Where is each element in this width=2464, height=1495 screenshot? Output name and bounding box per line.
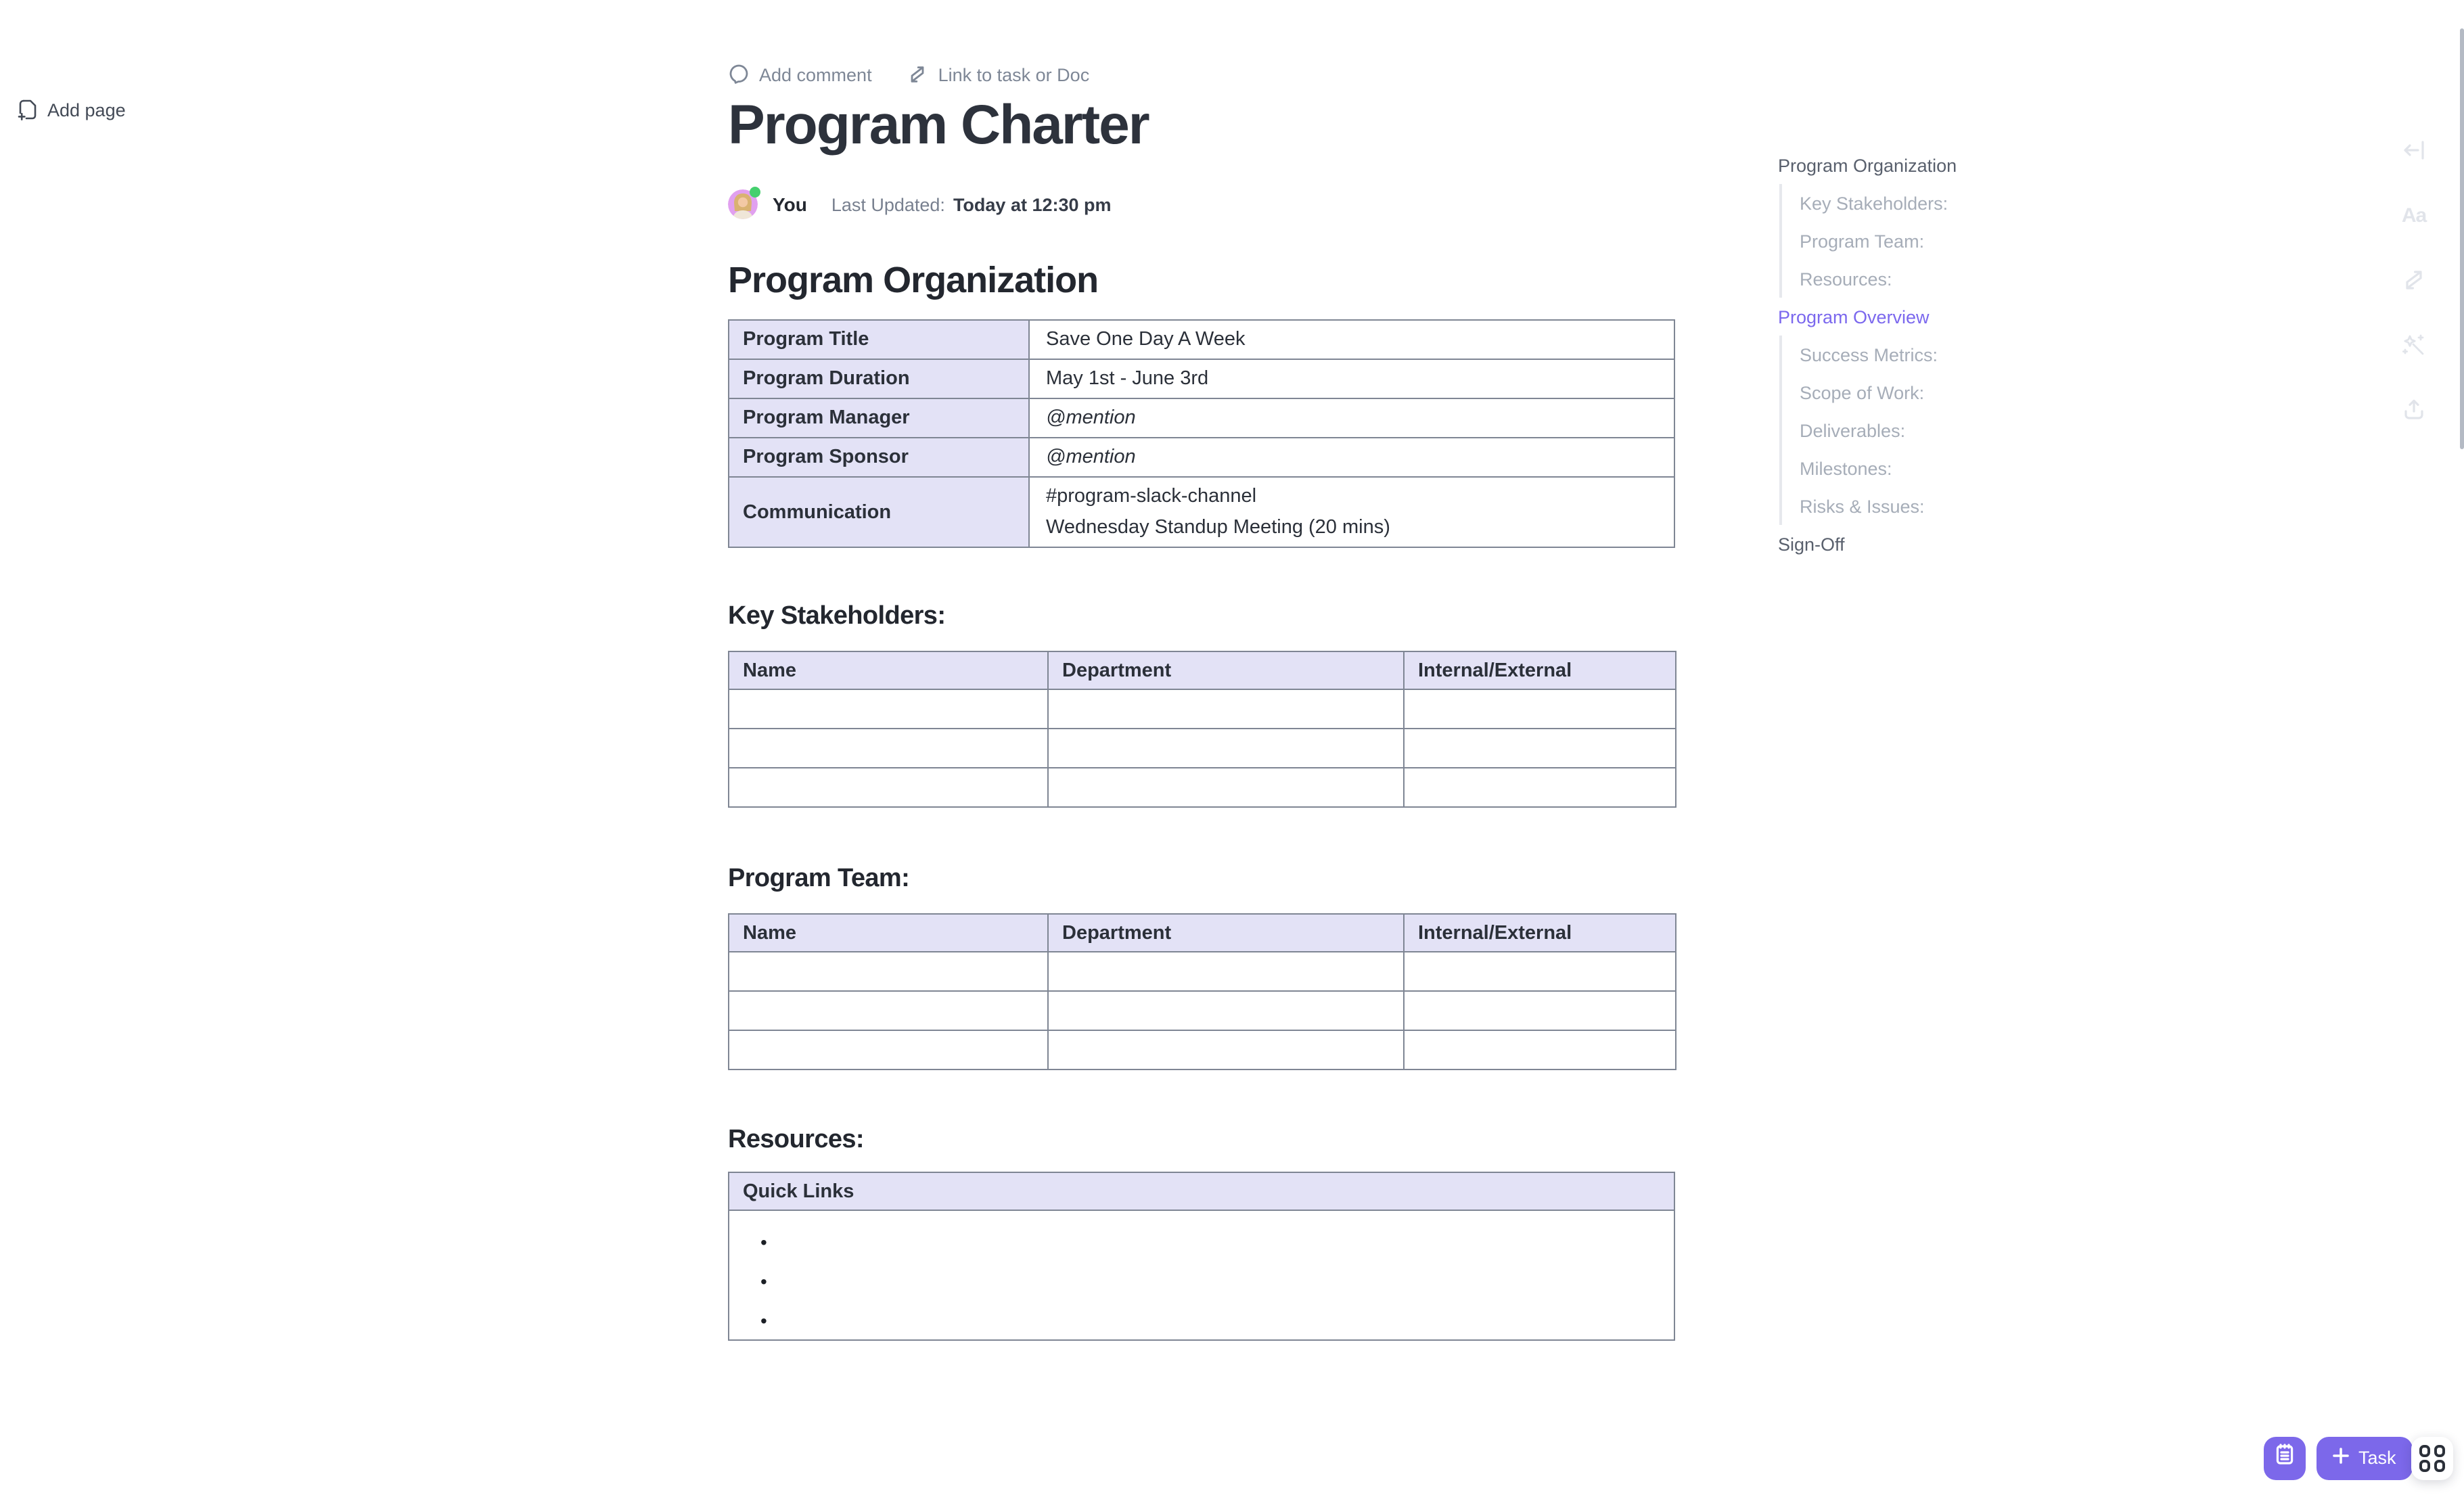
apps-grid-button[interactable] — [2411, 1437, 2453, 1479]
table-row — [729, 991, 1676, 1030]
bullet-marker: • — [760, 1309, 767, 1331]
mention-cell[interactable]: @mention — [1029, 398, 1674, 438]
table-row — [729, 952, 1676, 991]
toc-subgroup — [1779, 336, 2103, 525]
table-header-row — [729, 651, 1676, 689]
column-header[interactable]: Department — [1048, 651, 1404, 689]
right-tool-rail — [2398, 135, 2430, 425]
doc-toolbar — [728, 64, 1089, 85]
empty-cell[interactable] — [729, 689, 1048, 729]
row-value-cell[interactable]: Save One Day A Week — [1029, 320, 1674, 359]
empty-cell[interactable] — [1048, 768, 1404, 807]
online-status-dot — [750, 187, 760, 198]
mention-cell[interactable]: @mention — [1029, 438, 1674, 477]
empty-cell[interactable] — [1404, 1030, 1676, 1070]
empty-cell[interactable] — [729, 952, 1048, 991]
table-row — [729, 1210, 1674, 1340]
table-of-contents — [1778, 146, 2103, 563]
vertical-scrollbar[interactable] — [2459, 28, 2464, 449]
table-row — [729, 689, 1676, 729]
heading-program-team: Program Team: — [728, 865, 910, 893]
table-header-row — [729, 914, 1676, 952]
column-header[interactable]: Name — [729, 651, 1048, 689]
table-row — [729, 438, 1674, 477]
heading-program-organization: Program Organization — [728, 260, 1099, 300]
empty-cell[interactable] — [729, 991, 1048, 1030]
bullet-marker: • — [760, 1230, 767, 1252]
table-header-row — [729, 1172, 1674, 1210]
plus-icon — [2333, 1448, 2349, 1469]
heading-resources: Resources: — [728, 1126, 864, 1154]
key-stakeholders-table — [728, 651, 1676, 808]
toc-item-key-stakeholders[interactable]: Key Stakeholders: — [1800, 193, 1948, 213]
heading-key-stakeholders: Key Stakeholders: — [728, 602, 946, 630]
list-item[interactable] — [729, 1222, 1674, 1261]
quick-links-cell[interactable] — [729, 1210, 1674, 1340]
toc-item-program-overview[interactable]: Program Overview — [1778, 306, 1930, 327]
empty-cell[interactable] — [1404, 952, 1676, 991]
comment-bubble-icon — [728, 64, 750, 85]
toc-item-risks-issues[interactable]: Risks & Issues: — [1800, 496, 1925, 516]
empty-cell[interactable] — [1048, 952, 1404, 991]
toc-subgroup — [1779, 184, 2103, 298]
row-value-cell[interactable]: May 1st - June 3rd — [1029, 359, 1674, 398]
row-label-cell[interactable]: Communication — [729, 477, 1029, 547]
ai-wand-icon[interactable] — [2399, 330, 2429, 360]
toc-item-program-team[interactable]: Program Team: — [1800, 231, 1925, 251]
toc-item-success-metrics[interactable]: Success Metrics: — [1800, 344, 1938, 365]
table-row — [729, 320, 1674, 359]
table-row — [729, 1030, 1676, 1070]
share-icon[interactable] — [2399, 395, 2429, 425]
link-to-task-label: Link to task or Doc — [938, 64, 1090, 85]
communication-line-2: Wednesday Standup Meeting (20 mins) — [1046, 516, 1390, 538]
link-to-task-icon[interactable] — [2399, 265, 2429, 295]
apps-grid-icon — [2419, 1445, 2446, 1471]
communication-line-1: #program-slack-channel — [1046, 485, 1257, 507]
add-task-label: Task — [2358, 1448, 2396, 1469]
table-row — [729, 729, 1676, 768]
table-row — [729, 398, 1674, 438]
avatar[interactable] — [728, 189, 758, 219]
toc-item-sign-off[interactable]: Sign-Off — [1778, 534, 1845, 554]
add-comment-label: Add comment — [759, 64, 872, 85]
author-row — [728, 189, 1112, 219]
toc-item-program-organization[interactable]: Program Organization — [1778, 155, 1957, 175]
empty-cell[interactable] — [1404, 729, 1676, 768]
link-arrows-icon — [907, 64, 929, 85]
toc-item-milestones[interactable]: Milestones: — [1800, 458, 1892, 478]
column-header[interactable]: Internal/External — [1404, 914, 1676, 952]
empty-cell[interactable] — [1404, 991, 1676, 1030]
typography-settings-icon[interactable]: Aa — [2401, 204, 2427, 227]
row-label-cell[interactable]: Program Manager — [729, 398, 1029, 438]
row-label-cell[interactable]: Program Duration — [729, 359, 1029, 398]
empty-cell[interactable] — [1048, 689, 1404, 729]
table-row — [729, 768, 1676, 807]
add-task-button[interactable] — [2317, 1437, 2413, 1479]
bullet-marker: • — [760, 1270, 767, 1291]
empty-cell[interactable] — [1404, 768, 1676, 807]
doc-title[interactable]: Program Charter — [728, 93, 1149, 156]
author-name: You — [773, 193, 807, 215]
add-page-label: Add page — [47, 99, 126, 120]
table-row — [729, 477, 1674, 547]
row-value-cell[interactable] — [1029, 477, 1674, 547]
column-header[interactable]: Name — [729, 914, 1048, 952]
quick-links-header[interactable]: Quick Links — [729, 1172, 1674, 1210]
program-organization-table — [728, 319, 1675, 548]
column-header[interactable]: Department — [1048, 914, 1404, 952]
list-item[interactable] — [729, 1300, 1674, 1339]
row-label-cell[interactable]: Program Sponsor — [729, 438, 1029, 477]
add-page-button[interactable] — [18, 99, 126, 120]
empty-cell[interactable] — [729, 768, 1048, 807]
list-item[interactable] — [729, 1261, 1674, 1300]
last-updated-value: Today at 12:30 pm — [953, 194, 1112, 214]
last-updated-label: Last Updated: — [831, 194, 945, 214]
notepad-icon — [2273, 1443, 2296, 1474]
add-comment-button[interactable] — [728, 64, 872, 85]
quick-links-table — [728, 1172, 1675, 1341]
toc-item-deliverables[interactable]: Deliverables: — [1800, 420, 1906, 440]
row-label-cell[interactable]: Program Title — [729, 320, 1029, 359]
empty-cell[interactable] — [1048, 729, 1404, 768]
table-row — [729, 359, 1674, 398]
empty-cell[interactable] — [729, 729, 1048, 768]
link-to-task-button[interactable] — [907, 64, 1090, 85]
toc-item-resources[interactable]: Resources: — [1800, 269, 1892, 289]
collapse-panel-icon[interactable] — [2399, 135, 2429, 165]
empty-cell[interactable] — [1048, 991, 1404, 1030]
column-header[interactable]: Internal/External — [1404, 651, 1676, 689]
empty-cell[interactable] — [729, 1030, 1048, 1070]
toc-item-scope-of-work[interactable]: Scope of Work: — [1800, 382, 1925, 402]
add-page-icon — [18, 99, 38, 120]
docs-fab-button[interactable] — [2264, 1437, 2305, 1479]
empty-cell[interactable] — [1404, 689, 1676, 729]
program-team-table — [728, 913, 1676, 1070]
empty-cell[interactable] — [1048, 1030, 1404, 1070]
